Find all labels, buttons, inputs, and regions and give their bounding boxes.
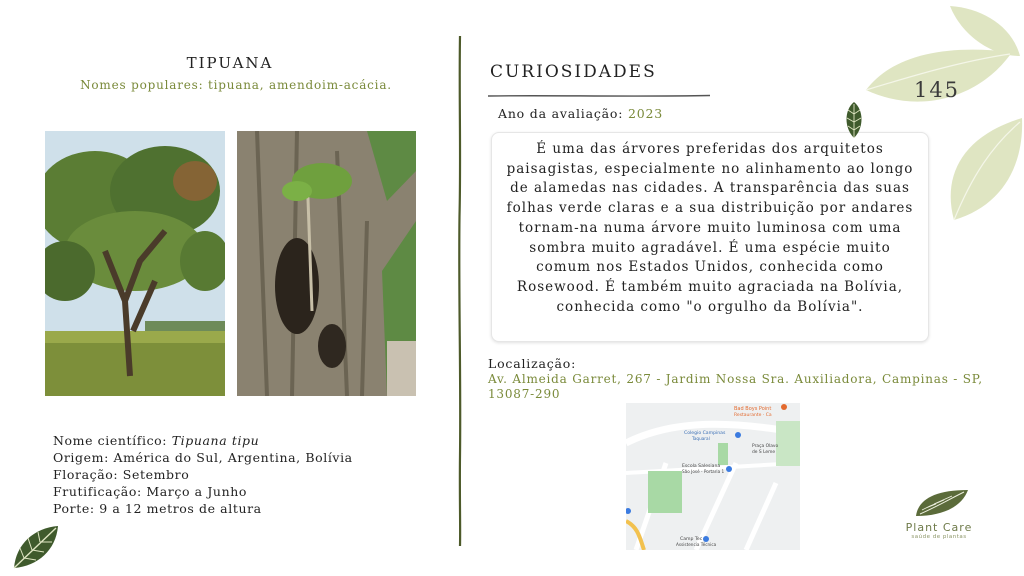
evaluation-year [498, 106, 663, 121]
origin: Origem: América do Sul, Argentina, Bolívia [53, 450, 353, 465]
map-label-praca-sub: de S Leme [752, 450, 776, 455]
brand-name: Plant Care [905, 521, 973, 534]
map-label-camp: Camp Tec [680, 537, 703, 542]
scientific-name-label: Nome científico: [53, 433, 168, 448]
location-address: Av. Almeida Garret, 267 - Jardim Nossa Sra. Auxiliadora, Campinas - SP, 13087-290 [488, 372, 983, 401]
map-label-escola-sub: São José - Portaria 1 [682, 469, 725, 474]
map-label-restaurant: Bad Boys Point [734, 406, 772, 412]
decorative-leaves-icon [862, 6, 1024, 226]
curiosities-title: CURIOSIDADES [490, 62, 657, 82]
map-label-colegio-sub: Taquaral [692, 436, 710, 441]
map-label-restaurant-sub: Restaurante · Ca [734, 413, 772, 418]
size: Porte: 9 a 12 metros de altura [53, 501, 262, 516]
year-value: 2023 [628, 106, 664, 121]
year-label: Ano da avaliação: [498, 106, 624, 121]
brand-tagline: saúde de plantas [911, 534, 967, 540]
flowering: Floração: Setembro [53, 467, 190, 482]
map-label-escola: Escola Salesiana [682, 464, 721, 469]
plant-facts [53, 432, 353, 517]
map-label-colegio: Colegio Campinas [684, 431, 726, 436]
map-label-praca: Praça Olavo [752, 444, 779, 449]
scientific-name: Tipuana tipu [171, 433, 260, 448]
vertical-divider [456, 36, 464, 546]
popular-names: Nomes populares: tipuana, amendoim-acácia. [80, 78, 392, 92]
page-number: 145 [913, 78, 961, 102]
leaf-icon [10, 522, 62, 572]
curiosities-text: É uma das árvores preferidas dos arquitetos paisagistas, especialmente no alinhamento ao longo de alamedas nas cidades. A transparência das suas folhas verde claras e a sua distribuição por andares tornam-na numa árvore muito luminosa com uma sombra muito agradável. É uma espécie muito comum nos Estados Unidos, conhecida como Rosewood. É também muito agraciada na Bolívia, conhecida como "o orgulho da Bolívia". [506, 141, 914, 315]
scientific-name-row [53, 432, 353, 449]
tree-photo [45, 131, 225, 396]
trunk-photo [237, 131, 416, 396]
title-underline [488, 84, 710, 90]
location-map[interactable] [626, 403, 800, 550]
plant-name: TIPUANA [186, 54, 274, 72]
map-label-camp-sub: Assistencia Técnica [676, 542, 717, 547]
fruiting: Frutificação: Março a Junho [53, 484, 248, 499]
location-label: Localização: [488, 356, 577, 371]
